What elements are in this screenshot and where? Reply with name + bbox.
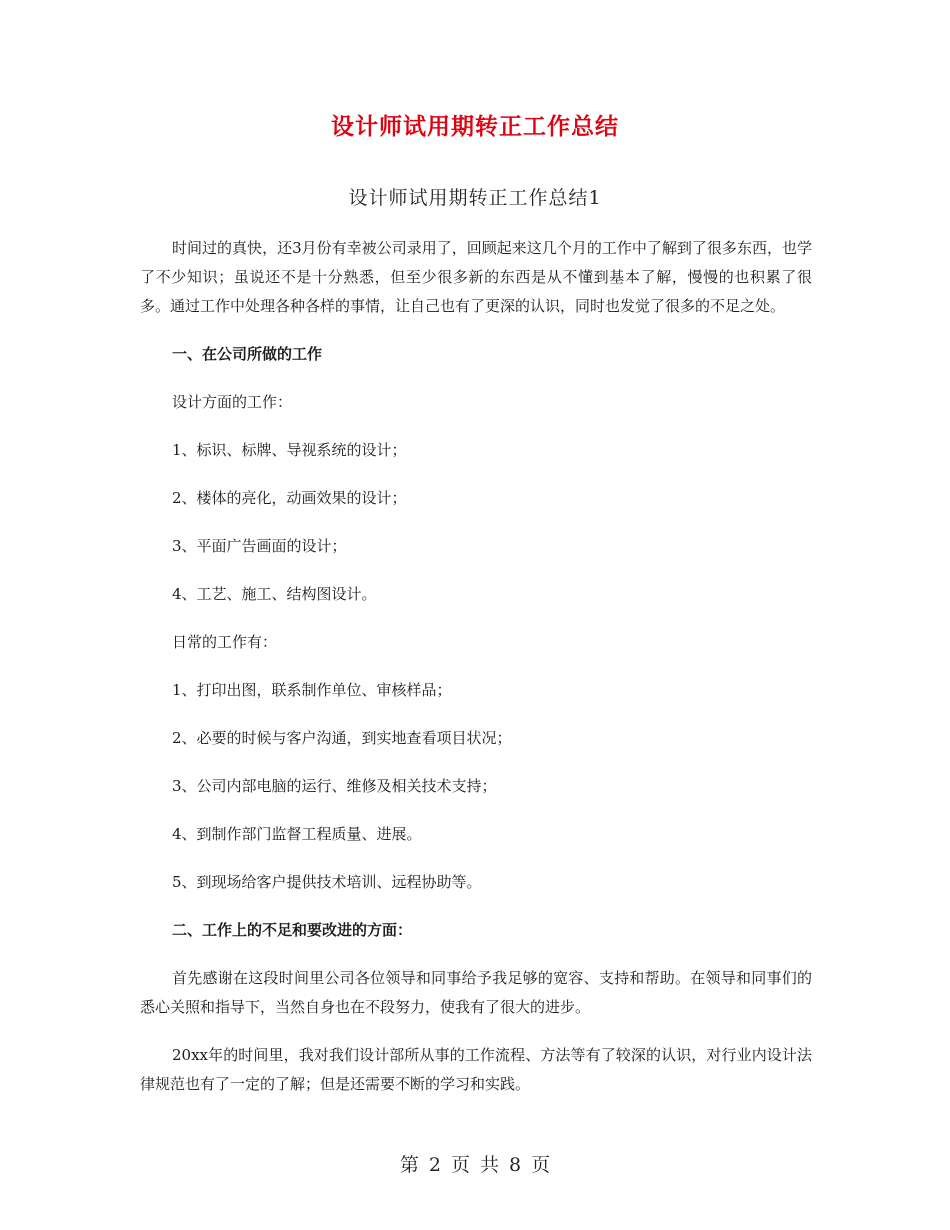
design-item: 1、标识、标牌、导视系统的设计； <box>172 441 407 459</box>
daily-item: 3、公司内部电脑的运行、维修及相关技术支持； <box>172 777 497 795</box>
thanks-paragraph: 首先感谢在这段时间里公司各位领导和同事给予我足够的宽容、支持和帮助。在领导和同事们的悉心关照和指导下，当然自身也在不段努力，使我有了很大的进步。 <box>140 969 812 1016</box>
document-subtitle: 设计师试用期转正工作总结1 <box>348 187 602 209</box>
intro-paragraph: 时间过的真快，还3月份有幸被公司录用了，回顾起来这几个月的工作中了解到了很多东西，也学了不少知识；虽说还不是十分熟悉，但至少很多新的东西是从不懂到基本了解，慢慢的也积累了很多。通过工作中处理各种各样的事情，让自己也有了更深的认识，同时也发觉了很多的不足之处。 <box>140 239 812 315</box>
design-item: 3、平面广告画面的设计； <box>172 537 347 555</box>
page-indicator: 第 2 页 共 8 页 <box>399 1154 551 1176</box>
document-title: 设计师试用期转正工作总结 <box>331 113 619 140</box>
daily-item: 1、打印出图，联系制作单位、审核样品； <box>172 681 452 699</box>
section-heading-work: 一、在公司所做的工作 <box>172 345 323 363</box>
design-work-label: 设计方面的工作： <box>172 393 293 411</box>
document-body <box>140 234 812 1099</box>
daily-item: 4、到制作部门监督工程质量、进展。 <box>172 825 422 843</box>
year-paragraph: 20xx年的时间里，我对我们设计部所从事的工作流程、方法等有了较深的认识，对行业内设计法律规范也有了一定的了解；但是还需要不断的学习和实践。 <box>140 1046 812 1093</box>
daily-item: 2、必要的时候与客户沟通，到实地查看项目状况； <box>172 729 512 747</box>
design-item: 2、楼体的亮化，动画效果的设计； <box>172 489 407 507</box>
daily-item: 5、到现场给客户提供技术培训、远程协助等。 <box>172 873 482 891</box>
daily-work-label: 日常的工作有： <box>172 633 278 651</box>
section-heading-improvements: 二、工作上的不足和要改进的方面： <box>172 921 413 939</box>
design-item: 4、工艺、施工、结构图设计。 <box>172 585 377 603</box>
